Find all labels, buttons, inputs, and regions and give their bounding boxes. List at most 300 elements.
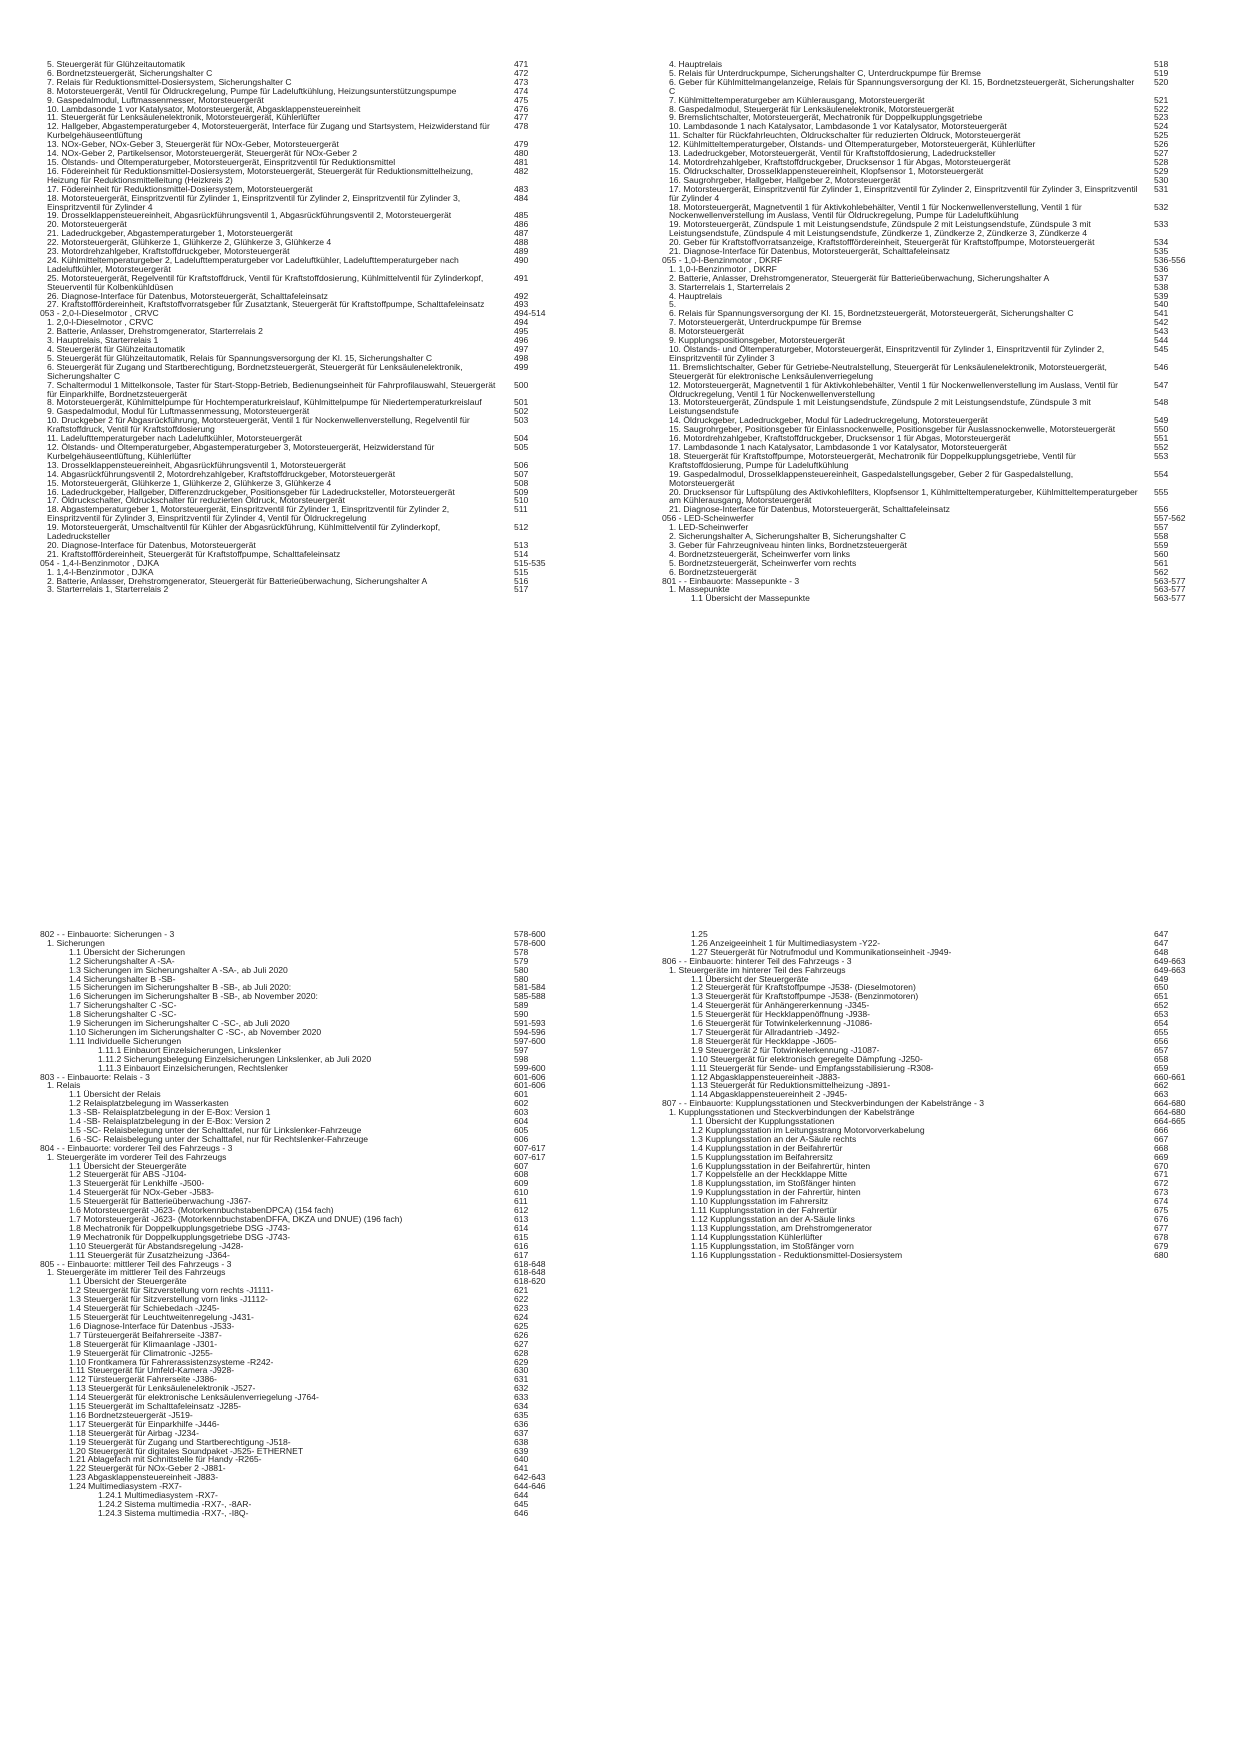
toc-entry-page: 473	[514, 76, 529, 87]
toc-entry-page: 479	[514, 139, 529, 150]
toc-entry-title: 803 - - Einbauorte: Relais - 3	[40, 1071, 150, 1082]
toc-entry-page: 647	[1154, 930, 1169, 939]
toc-entry[interactable]	[662, 78, 1200, 96]
toc-entry-page: 553	[1154, 450, 1169, 461]
toc-entry-page: 501	[514, 397, 529, 408]
toc-entry-title: 1.1 Übersicht der Kupplungsstationen	[691, 1116, 835, 1127]
toc-entry-title: 1.9 Steuergerät 2 für Totwinkelerkennung -J1087-	[691, 1044, 880, 1055]
toc-entry-title: 6. Bordnetzsteuergerät	[669, 566, 757, 577]
toc-entry-title: 3. Starterrelais 1, Starterrelais 2	[47, 584, 169, 595]
toc-entry-title: 1.8 Sicherungshalter C -SC-	[69, 1009, 177, 1020]
toc-entry-page: 668	[1154, 1142, 1169, 1153]
toc-entry-page: 494	[514, 317, 529, 328]
toc-entry-page: 610	[514, 1187, 529, 1198]
toc-entry-page: 555	[1154, 486, 1169, 497]
toc-entry-page: 660-661	[1154, 1071, 1186, 1082]
toc-entry-page: 558	[1154, 531, 1169, 542]
toc-entry-title: 9. Kupplungspositionsgeber, Motorsteuergerät	[669, 335, 845, 346]
toc-entry-title: 1.11.1 Einbauort Einzelsicherungen, Linkslenker	[98, 1044, 282, 1055]
toc-entry-title: 1.7 Türsteuergerät Beifahrerseite -J387-	[69, 1329, 222, 1340]
toc-section-entry[interactable]	[662, 577, 1200, 586]
toc-entry-page: 531	[1154, 183, 1169, 194]
toc-entry-page: 488	[514, 237, 529, 248]
toc-entry[interactable]	[40, 381, 560, 399]
toc-entry-page: 590	[514, 1009, 529, 1020]
toc-entry-title: 1.21 Ablagefach mit Schnittstelle für Handy -R265-	[69, 1454, 262, 1465]
toc-entry-page: 474	[514, 85, 529, 96]
toc-entry-page: 597	[514, 1044, 529, 1055]
toc-entry-title: 1.6 Motorsteuergerät -J623- (MotorkennbuchstabenDPCA) (154 fach)	[69, 1205, 334, 1216]
toc-entry-page: 639	[514, 1445, 529, 1456]
toc-entry-page: 601	[514, 1089, 529, 1100]
toc-entry[interactable]	[662, 381, 1200, 399]
toc-entry-page: 477	[514, 112, 529, 123]
toc-entry-title: 1.24.2 Sistema multimedia -RX7-, -8AR-	[98, 1499, 252, 1509]
toc-section-entry[interactable]	[40, 1073, 560, 1082]
toc-entry-title: 1.5 Sicherungen im Sicherungshalter B -SB-, ab Juli 2020:	[69, 982, 292, 993]
toc-entry-page: 542	[1154, 317, 1169, 328]
toc-entry-title: 1.2 Kupplungsstation im Leitungsstrang Motorvorverkabelung	[691, 1124, 925, 1135]
toc-entry-title: 804 - - Einbauorte: vorderer Teil des Fahrzeugs - 3	[40, 1142, 233, 1153]
toc-entry-page: 522	[1154, 103, 1169, 114]
toc-entry-page: 581-584	[514, 982, 546, 993]
toc-entry-title: 1.13 Steuergerät für Reduktionsmittelheizung -J891-	[691, 1080, 891, 1091]
toc-entry[interactable]	[662, 363, 1200, 381]
toc-entry-title: 26. Diagnose-Interface für Datenbus, Motorsteuergerät, Schalttafeleinsatz	[47, 290, 328, 301]
toc-entry-title: 806 - - Einbauorte: hinterer Teil des Fahrzeugs - 3	[662, 955, 852, 966]
toc-entry[interactable]	[662, 283, 1200, 292]
toc-entry-page: 538	[1154, 281, 1169, 292]
toc-entry[interactable]	[662, 398, 1200, 416]
toc-entry-title: 1.9 Mechatronik für Doppelkupplungsgetriebe DSG -J743-	[69, 1231, 291, 1242]
toc-entry-title: 1.10 Steuergerät für Abstandsregelung -J428-	[69, 1240, 244, 1251]
toc-entry-title: 1.5 Steuergerät für Batterieüberwachung -J367-	[69, 1196, 252, 1207]
toc-entry-page: 549	[1154, 415, 1169, 426]
toc-entry-title: 19. Gaspedalmodul, Drosselklappensteuereinheit, Gaspedalstellungsgeber, Geber 2 für Gaspedalstellung, Motorsteuergerät	[669, 468, 1074, 488]
toc-entry-title: 20. Drucksensor für Luftspülung des Aktivkohlefilters, Klopfsensor 1, Kühlmitteltemperaturgeber, Kühlmitteltemperaturgeber am Kühlerausgang, Motorsteuergerät	[669, 486, 1138, 506]
toc-entry-page: 547	[1154, 379, 1169, 390]
toc-entry[interactable]	[40, 443, 560, 461]
toc-entry-page: 513	[514, 539, 529, 550]
toc-entry-page: 511	[514, 504, 528, 515]
toc-entry-title: 1.11 Individuelle Sicherungen	[69, 1035, 182, 1046]
toc-entry-page: 606	[514, 1133, 529, 1144]
toc-entry-title: 1.4 Sicherungshalter B -SB-	[69, 973, 176, 984]
toc-entry-page: 533	[1154, 219, 1169, 230]
toc-entry-page: 539	[1154, 290, 1169, 301]
toc-entry-page: 489	[514, 246, 529, 257]
toc-entry-page: 552	[1154, 441, 1169, 452]
toc-entry-title: 1.23 Abgasklappensteuereinheit -J883-	[69, 1472, 219, 1483]
toc-entry-page: 494-514	[514, 308, 546, 319]
toc-entry-title: 21. Diagnose-Interface für Datenbus, Motorsteuergerät, Schalttafeleinsatz	[669, 246, 950, 257]
toc-entry-page: 526	[1154, 139, 1169, 150]
toc-entry-page: 618-648	[514, 1258, 546, 1269]
toc-entry-page: 562	[1154, 566, 1169, 577]
toc-entry-title: 1.4 Kupplungsstation in der Beifahrertür	[691, 1142, 843, 1153]
toc-entry-title: 1.1 Übersicht der Steuergeräte	[69, 1160, 187, 1171]
toc-entry-page: 677	[1154, 1222, 1169, 1233]
toc-entry-page: 485	[514, 210, 529, 221]
toc-entry-page: 676	[1154, 1214, 1169, 1224]
toc-entry-title: 807 - - Einbauorte: Kupplungsstationen und Steckverbindungen der Kabelstränge - 3	[662, 1098, 985, 1109]
toc-entry-page: 655	[1154, 1026, 1169, 1037]
toc-entry-title: 1.6 Sicherungen im Sicherungshalter B -SB-, ab November 2020:	[69, 991, 318, 1002]
toc-entry-page: 534	[1154, 237, 1169, 248]
toc-entry-title: 1.4 -SB- Relaisplatzbelegung in der E-Box: Version 2	[69, 1116, 271, 1127]
toc-entry-title: 1.4 Steuergerät für Schiebedach -J245-	[69, 1303, 220, 1314]
toc-entry-page: 559	[1154, 539, 1169, 550]
toc-entry-page: 659	[1154, 1062, 1169, 1073]
toc-entry-title: 18. Motorsteuergerät, Einspritzventil für Zylinder 1, Einspritzventil für Zylinder 2, Einspritzventil für Zylinder 3, Einspritzventil für Zylinder 4	[47, 192, 461, 212]
toc-entry-page: 648	[1154, 946, 1169, 957]
toc-entry-page: 635	[514, 1409, 529, 1420]
toc-entry-page: 498	[514, 352, 529, 363]
toc-entry[interactable]	[40, 194, 560, 212]
toc-entry-page: 536	[1154, 263, 1169, 274]
toc-entry-page: 680	[1154, 1249, 1169, 1260]
toc-entry-title: 1.11 Kupplungsstation in der Fahrertür	[691, 1205, 838, 1216]
toc-entry-title: 802 - - Einbauorte: Sicherungen - 3	[40, 930, 175, 939]
toc-entry[interactable]	[662, 1251, 1200, 1260]
toc-entry-title: 1.9 Sicherungen im Sicherungshalter C -SC-, ab Juli 2020	[69, 1018, 290, 1029]
toc-entry-page: 613	[514, 1214, 529, 1224]
toc-entry-page: 657	[1154, 1044, 1169, 1055]
toc-entry-title: 7. Kühlmitteltemperaturgeber am Kühlerausgang, Motorsteuergerät	[669, 94, 925, 105]
toc-entry-title: 1. 1,0-l-Benzinmotor , DKRF	[669, 263, 777, 274]
toc-entry-title: 1.14 Abgasklappensteuereinheit 2 -J945-	[691, 1089, 848, 1100]
toc-entry-page: 629	[514, 1356, 529, 1367]
toc-entry-title: 20. Diagnose-Interface für Datenbus, Motorsteuergerät	[47, 539, 256, 550]
toc-entry-title: 10. Lambdasonde 1 nach Katalysator, Lambdasonde 1 vor Katalysator, Motorsteuergerät	[669, 121, 1007, 132]
toc-column-top-left	[40, 60, 560, 818]
toc-entry-title: 12. Motorsteuergerät, Magnetventil 1 für Aktivkohlebehälter, Ventil 1 für Nockenwellenverstellung im Auslass, Ventil für Öldruckregelung, Ventil 1 für Nockenwellenverstellung	[669, 379, 1119, 399]
toc-entry-title: 19. Motorsteuergerät, Umschaltventil für Kühler der Abgasrückführung, Kühlmittelventil für Zylinderkopf, Ladedrucksteller	[47, 522, 441, 542]
toc-entry-title: 1.6 -SC- Relaisbelegung unter der Schalttafel, nur für Rechtslenker-Fahrzeuge	[69, 1133, 369, 1144]
toc-entry-page: 517	[514, 584, 529, 595]
toc-entry-title: 12. Ölstands- und Öltemperaturgeber, Abgastemperaturgeber 3, Motorsteuergerät, Heizwiderstand für Kurbelgehäuseentlüftung, Kühlerlüfter	[47, 441, 435, 461]
toc-entry-title: 5.	[669, 299, 677, 310]
toc-entry-page: 602	[514, 1098, 529, 1109]
toc-entry[interactable]	[662, 470, 1200, 488]
toc-entry-title: 10. Druckgeber 2 für Abgasrückführung, Motorsteuergerät, Ventil 1 für Nockenwellenverstellung, Regelventil für Kraftstoffdruck, Ventil für Kraftstoffdosierung	[47, 415, 470, 435]
toc-entry-title: 3. Starterrelais 1, Starterrelais 2	[669, 281, 791, 292]
toc-entry-title: 24. Kühlmitteltemperaturgeber 2, Ladelufttemperaturgeber vor Ladeluftkühler, Ladelufttemperaturgeber nach Ladeluftkühler, Motorsteuergerät	[47, 254, 459, 274]
toc-entry-title: 1.12 Abgasklappensteuereinheit -J883-	[691, 1071, 841, 1082]
toc-entry-page: 580	[514, 964, 529, 975]
toc-entry-title: 1.2 Steuergerät für Kraftstoffpumpe -J538- (Dieselmotoren)	[691, 982, 916, 993]
toc-entry-title: 805 - - Einbauorte: mittlerer Teil des Fahrzeugs - 3	[40, 1258, 232, 1269]
toc-entry-title: 1.9 Kupplungsstation in der Fahrertür, hinten	[691, 1187, 861, 1198]
toc-entry-title: 1.10 Steuergerät für elektronisch geregelte Dämpfung -J250-	[691, 1053, 923, 1064]
toc-entry-page: 546	[1154, 361, 1169, 372]
toc-entry-page: 666	[1154, 1124, 1169, 1135]
toc-entry-page: 545	[1154, 344, 1169, 354]
toc-entry-title: 17. Motorsteuergerät, Einspritzventil für Zylinder 1, Einspritzventil für Zylinder 2, Einspritzventil für Zylinder 3, Einspritzventil für Zylinder 4	[669, 183, 1138, 203]
toc-entry-page: 491	[514, 272, 529, 283]
toc-entry-page: 649	[1154, 973, 1169, 984]
toc-entry[interactable]	[662, 345, 1200, 363]
toc-entry-page: 601-606	[514, 1071, 546, 1082]
toc-entry[interactable]	[40, 122, 560, 140]
toc-entry-page: 601-606	[514, 1080, 546, 1091]
toc-entry-page: 644	[514, 1490, 529, 1501]
toc-entry-title: 6. Steuergerät für Zugang und Startberechtigung, Bordnetzsteuergerät, Steuergerät für Lenksäulenelektronik, Sicherungshalter C	[47, 361, 463, 381]
toc-entry-title: 12. Kühlmitteltemperaturgeber, Ölstands- und Öltemperaturgeber, Motorsteuergerät, Kühlerlüfter	[669, 139, 1036, 150]
toc-entry-page: 536-556	[1154, 254, 1186, 265]
toc-entry-page: 481	[514, 156, 529, 167]
toc-entry-page: 628	[514, 1347, 529, 1358]
toc-entry-page: 675	[1154, 1205, 1169, 1216]
toc-entry-page: 484	[514, 192, 529, 203]
toc-entry-title: 1.7 Koppelstelle an der Heckklappe Mitte	[691, 1169, 848, 1180]
toc-entry-title: 1. Relais	[47, 1080, 81, 1091]
toc-entry[interactable]	[40, 505, 560, 523]
toc-entry-page: 493	[514, 299, 529, 310]
toc-entry[interactable]	[662, 594, 1200, 603]
toc-entry-page: 482	[514, 165, 529, 176]
toc-entry-title: 1.3 -SB- Relaisplatzbelegung in der E-Box: Version 1	[69, 1107, 271, 1118]
toc-entry-title: 1.19 Steuergerät für Zugang und Startberechtigung -J518-	[69, 1436, 291, 1447]
toc-entry-page: 490	[514, 254, 529, 265]
toc-entry-page: 637	[514, 1427, 529, 1438]
toc-entry-page: 492	[514, 290, 529, 301]
toc-entry-title: 18. Motorsteuergerät, Magnetventil 1 für Aktivkohlebehälter, Ventil 1 für Nockenwellenverstellung, Ventil 1 für Nockenwellenverstellung im Auslass, Ventil für Öldruckregelung, Pumpe für Ladeluftkühlung	[669, 201, 1082, 221]
toc-entry-title: 1.15 Steuergerät im Schalttafeleinsatz -J285-	[69, 1401, 241, 1412]
toc-entry-page: 537	[1154, 272, 1169, 283]
toc-entry-page: 607	[514, 1160, 529, 1171]
toc-entry-title: 21. Ladedruckgeber, Abgastemperaturgeber 1, Motorsteuergerät	[47, 228, 293, 239]
toc-entry-page: 649-663	[1154, 964, 1186, 975]
toc-entry-title: 1.3 Steuergerät für Lenkhilfe -J500-	[69, 1178, 205, 1189]
toc-entry-title: 1.24 Multimediasystem -RX7-	[69, 1481, 182, 1492]
toc-entry-page: 618-620	[514, 1276, 546, 1287]
toc-entry-title: 23. Motordrehzahlgeber, Kraftstoffdruckgeber, Motorsteuergerät	[47, 246, 290, 257]
toc-entry-page: 495	[514, 326, 529, 337]
toc-entry-title: 14. Motordrehzahlgeber, Kraftstoffdruckgeber, Drucksensor 1 für Abgas, Motorsteuergerät	[669, 156, 1011, 167]
toc-entry-page: 671	[1154, 1169, 1169, 1180]
toc-entry[interactable]	[662, 185, 1200, 203]
toc-entry-title: 1.1 Übersicht der Steuergeräte	[691, 973, 809, 984]
toc-entry-page: 578-600	[514, 930, 546, 939]
toc-entry-page: 497	[514, 344, 529, 354]
toc-entry[interactable]	[40, 523, 560, 541]
toc-entry-title: 4. Bordnetzsteuergerät, Scheinwerfer vorn links	[669, 548, 851, 559]
toc-entry-page: 622	[514, 1294, 529, 1305]
toc-entry-title: 1.11.3 Einbauort Einzelsicherungen, Rechtslenker	[98, 1062, 288, 1073]
toc-entry-title: 9. Bremslichtschalter, Motorsteuergerät, Mechatronik für Doppelkupplungsgetriebe	[669, 112, 983, 123]
toc-entry[interactable]	[40, 256, 560, 274]
toc-entry-page: 487	[514, 228, 529, 239]
toc-entry[interactable]	[662, 220, 1200, 238]
toc-entry[interactable]	[662, 488, 1200, 506]
toc-entry-title: 1.2 Sicherungshalter A -SA-	[69, 955, 175, 966]
toc-entry-page: 578-600	[514, 937, 546, 948]
toc-entry-title: 14. Öldruckgeber, Ladedruckgeber, Modul für Ladedruckregelung, Motorsteuergerät	[669, 415, 988, 426]
toc-entry-page: 523	[1154, 112, 1169, 123]
toc-entry-title: 8. Motorsteuergerät, Ventil für Öldruckregelung, Pumpe für Ladeluftkühlung, Heizungsunterstützungspumpe	[47, 85, 457, 96]
toc-entry[interactable]	[40, 363, 560, 381]
toc-entry-title: 17. Lambdasonde 1 nach Katalysator, Lambdasonde 1 vor Katalysator, Motorsteuergerät	[669, 441, 1007, 452]
toc-entry-title: 1.1 Übersicht der Sicherungen	[69, 946, 186, 957]
toc-entry-title: 17. Födereinheit für Reduktionsmittel-Dosiersystem, Motorsteuergerät	[47, 183, 313, 194]
toc-entry-page: 560	[1154, 548, 1169, 559]
toc-entry-title: 1.8 Kupplungsstation, im Stoßfänger hinten	[691, 1178, 856, 1189]
toc-entry[interactable]	[40, 585, 560, 594]
toc-entry-title: 7. Relais für Reduktionsmittel-Dosiersystem, Sicherungshalter C	[47, 76, 292, 87]
toc-entry-page: 554	[1154, 468, 1169, 479]
toc-entry-page: 550	[1154, 424, 1169, 435]
toc-entry-title: 1. 1,4-l-Benzinmotor , DJKA	[47, 566, 154, 577]
toc-entry-page: 678	[1154, 1231, 1169, 1242]
toc-entry-page: 642-643	[514, 1472, 546, 1483]
toc-entry-page: 548	[1154, 397, 1169, 408]
toc-entry-page: 514	[514, 548, 529, 559]
toc-entry-title: 5. Bordnetzsteuergerät, Scheinwerfer vorn rechts	[669, 557, 857, 568]
toc-entry-title: 20. Geber für Kraftstoffvorratsanzeige, Kraftstofffördereinheit, Steuergerät für Kraftstoffpumpe, Motorsteuergerät	[669, 237, 1095, 248]
toc-entry-title: 18. Abgastemperaturgeber 1, Motorsteuergerät, Einspritzventil für Zylinder 1, Einspritzventil für Zylinder 2, Einspritzventil für Zylinder 3, Einspritzventil für Zylinder 4, Ventil für Öldruckregelung	[47, 504, 450, 524]
toc-entry-title: 4. Hauptrelais	[669, 290, 723, 301]
toc-entry-title: 7. Motorsteuergerät, Unterdruckpumpe für Bremse	[669, 317, 862, 328]
toc-column-bottom-left	[40, 930, 560, 1746]
toc-entry-page: 644-646	[514, 1481, 546, 1492]
toc-entry-title: 1.12 Kupplungsstation an der A-Säule links	[691, 1214, 855, 1224]
toc-entry-title: 13. Ladedruckgeber, Motorsteuergerät, Ventil für Kraftstoffdosierung, Ladedrucksteller	[669, 148, 996, 159]
toc-entry-page: 663	[1154, 1089, 1169, 1100]
toc-entry-title: 5. Steuergerät für Glühzeitautomatik	[47, 60, 186, 69]
toc-entry[interactable]	[662, 292, 1200, 301]
toc-entry-page: 615	[514, 1231, 529, 1242]
toc-entry-page: 614	[514, 1222, 529, 1233]
toc-entry-page: 608	[514, 1169, 529, 1180]
toc-entry-page: 607-617	[514, 1151, 546, 1162]
toc-entry-page: 654	[1154, 1018, 1169, 1029]
toc-entry-page: 633	[514, 1392, 529, 1403]
toc-entry-page: 599-600	[514, 1062, 546, 1073]
toc-entry-page: 664-665	[1154, 1116, 1186, 1127]
toc-entry-title: 1.18 Steuergerät für Airbag -J234-	[69, 1427, 199, 1438]
toc-entry-title: 1.6 Steuergerät für Totwinkelerkennung -J1086-	[691, 1018, 873, 1029]
toc-entry-page: 519	[1154, 67, 1169, 78]
toc-entry-title: 1.1 Übersicht der Relais	[69, 1089, 161, 1100]
toc-entry-title: 6. Bordnetzsteuergerät, Sicherungshalter C	[47, 67, 213, 78]
toc-entry-title: 1.8 Steuergerät für Klimaanlage -J301-	[69, 1338, 218, 1349]
toc-entry-page: 630	[514, 1365, 529, 1376]
toc-entry-page: 640	[514, 1454, 529, 1465]
toc-entry-title: 1.2 Steuergerät für ABS -J104-	[69, 1169, 187, 1180]
toc-entry-page: 653	[1154, 1009, 1169, 1020]
toc-entry[interactable]	[662, 203, 1200, 221]
toc-entry-title: 1. Massepunkte	[669, 584, 730, 595]
toc-entry-page: 478	[514, 121, 529, 132]
toc-entry-title: 21. Diagnose-Interface für Datenbus, Motorsteuergerät, Schalttafeleinsatz	[669, 504, 950, 515]
toc-entry-title: 1.25	[691, 930, 708, 939]
toc-entry-page: 603	[514, 1107, 529, 1118]
toc-entry-page: 508	[514, 477, 529, 488]
toc-entry-title: 16. Födereinheit für Reduktionsmittel-Dosiersystem, Motorsteuergerät, Steuergerät für Reduktionsmittelheizung, Heizung für Reduktionsmittelleitung (Heizkreis 2)	[47, 165, 474, 185]
toc-entry-title: 22. Motorsteuergerät, Glühkerze 1, Glühkerze 2, Glühkerze 3, Glühkerze 4	[47, 237, 332, 248]
toc-entry-page: 646	[514, 1507, 529, 1518]
toc-entry-title: 1.7 Steuergerät für Allradantrieb -J492-	[691, 1026, 840, 1037]
toc-entry-title: 15. Öldruckschalter, Drosselklappensteuereinheit, Klopfsensor 1, Motorsteuergerät	[669, 165, 984, 176]
toc-entry-page: 658	[1154, 1053, 1169, 1064]
toc-entry-page: 664-680	[1154, 1098, 1186, 1109]
toc-entry-title: 13. NOx-Geber, NOx-Geber 3, Steuergerät für NOx-Geber, Motorsteuergerät	[47, 139, 339, 150]
toc-entry-title: 1.14 Steuergerät für elektronische Lenksäulenverriegelung -J764-	[69, 1392, 319, 1403]
toc-entry-title: 5. Steuergerät für Glühzeitautomatik, Relais für Spannungsversorgung der Kl. 15, Sicherungshalter C	[47, 352, 433, 363]
toc-entry-title: 16. Saugrohrgeber, Hallgeber, Hallgeber 2, Motorsteuergerät	[669, 174, 901, 185]
toc-entry[interactable]	[40, 167, 560, 185]
toc-entry-page: 551	[1154, 433, 1169, 444]
toc-entry-page: 528	[1154, 156, 1169, 167]
toc-entry-title: 1.16 Kupplungsstation - Reduktionsmittel-Dosiersystem	[691, 1249, 903, 1260]
toc-entry-title: 1.27 Steuergerät für Notrufmodul und Kommunikationseinheit -J949-	[691, 946, 952, 957]
toc-entry-title: 13. Drosselklappensteuereinheit, Abgasrückführungsventil 1, Motorsteuergerät	[47, 459, 346, 470]
toc-entry-title: 1.20 Steuergerät für digitales Soundpaket -J525- ETHERNET	[69, 1445, 304, 1456]
toc-entry-page: 589	[514, 1000, 529, 1011]
toc-entry-page: 525	[1154, 130, 1169, 141]
toc-entry-page: 591-593	[514, 1018, 546, 1029]
toc-entry-title: 14. Abgasrückführungsventil 2, Motordrehzahlgeber, Kraftstoffdruckgeber, Motorsteuergerät	[47, 468, 396, 479]
toc-entry-page: 618-648	[514, 1267, 546, 1278]
toc-entry[interactable]	[40, 1509, 560, 1518]
toc-entry-page: 515	[514, 566, 529, 577]
toc-entry-page: 641	[514, 1463, 529, 1474]
toc-entry-title: 1. Sicherungen	[47, 937, 105, 948]
toc-entry-title: 1. Steuergeräte im vorderer Teil des Fahrzeugs	[47, 1151, 227, 1162]
toc-entry-page: 632	[514, 1383, 529, 1394]
toc-entry-title: 1.24.1 Multimediasystem -RX7-	[98, 1490, 218, 1501]
toc-entry-page: 604	[514, 1116, 529, 1127]
toc-entry-title: 15. Motorsteuergerät, Glühkerze 1, Glühkerze 2, Glühkerze 3, Glühkerze 4	[47, 477, 332, 488]
toc-entry-page: 544	[1154, 335, 1169, 346]
toc-entry-title: 1.5 -SC- Relaisbelegung unter der Schalttafel, nur für Linkslenker-Fahrzeuge	[69, 1124, 362, 1135]
toc-entry-title: 1.11 Steuergerät für Sende- und Empfangsstabilisierung -R308-	[691, 1062, 934, 1073]
toc-entry-page: 541	[1154, 308, 1169, 319]
toc-entry-title: 16. Ladedruckgeber, Hallgeber, Differenzdruckgeber, Positionsgeber für Ladedrucksteller, Motorsteuergerät	[47, 486, 455, 497]
toc-entry-title: 1.10 Kupplungsstation im Fahrersitz	[691, 1196, 829, 1207]
toc-entry[interactable]	[40, 416, 560, 434]
toc-entry-title: 1.11 Steuergerät für Zusatzheizung -J364-	[69, 1249, 230, 1260]
toc-entry-page: 634	[514, 1401, 529, 1412]
toc-entry-title: 1.13 Kupplungsstation, am Drehstromgenerator	[691, 1222, 873, 1233]
toc-entry-title: 1.4 Steuergerät für Anhängererkennung -J345-	[691, 1000, 870, 1011]
toc-entry[interactable]	[662, 452, 1200, 470]
toc-entry-title: 25. Motorsteuergerät, Regelventil für Kraftstoffdruck, Ventil für Kraftstoffdosierung, Kühlmittelventil für Zylinderkopf, Steuerventil für Kolbenkühldüsen	[47, 272, 484, 292]
toc-entry[interactable]	[40, 274, 560, 292]
toc-entry-page: 650	[1154, 982, 1169, 993]
toc-section-entry[interactable]	[40, 930, 560, 939]
toc-entry-title: 4. Steuergerät für Glühzeitautomatik	[47, 344, 186, 354]
toc-entry-title: 1.6 Diagnose-Interface für Datenbus -J533-	[69, 1320, 235, 1331]
toc-entry-page: 529	[1154, 165, 1169, 176]
toc-entry-page: 475	[514, 94, 529, 105]
toc-entry-title: 1. 2,0-l-Dieselmotor , CRVC	[47, 317, 154, 328]
toc-entry-page: 502	[514, 406, 529, 417]
toc-entry-page: 673	[1154, 1187, 1169, 1198]
toc-entry-title: 056 - LED-Scheinwerfer	[662, 513, 754, 524]
toc-entry-title: 5. Relais für Unterdruckpumpe, Sicherungshalter C, Unterdruckpumpe für Bremse	[669, 67, 981, 78]
toc-entry-page: 518	[1154, 60, 1169, 69]
toc-entry-title: 16. Motordrehzahlgeber, Kraftstoffdruckgeber, Drucksensor 1 für Abgas, Motorsteuergerät	[669, 433, 1011, 444]
toc-entry-page: 563-577	[1154, 584, 1186, 595]
toc-entry-title: 11. Ladelufttemperaturgeber nach Ladeluftkühler, Motorsteuergerät	[47, 433, 302, 444]
toc-entry-page: 580	[514, 973, 529, 984]
toc-entry-page: 543	[1154, 326, 1169, 337]
toc-entry-title: 18. Steuergerät für Kraftstoffpumpe, Motorsteuergerät, Mechatronik für Doppelkupplungsgetriebe, Ventil für Kraftstoffdosierung, Pumpe für Ladeluftkühlung	[669, 450, 1076, 470]
toc-entry-page: 662	[1154, 1080, 1169, 1091]
toc-entry-page: 509	[514, 486, 529, 497]
